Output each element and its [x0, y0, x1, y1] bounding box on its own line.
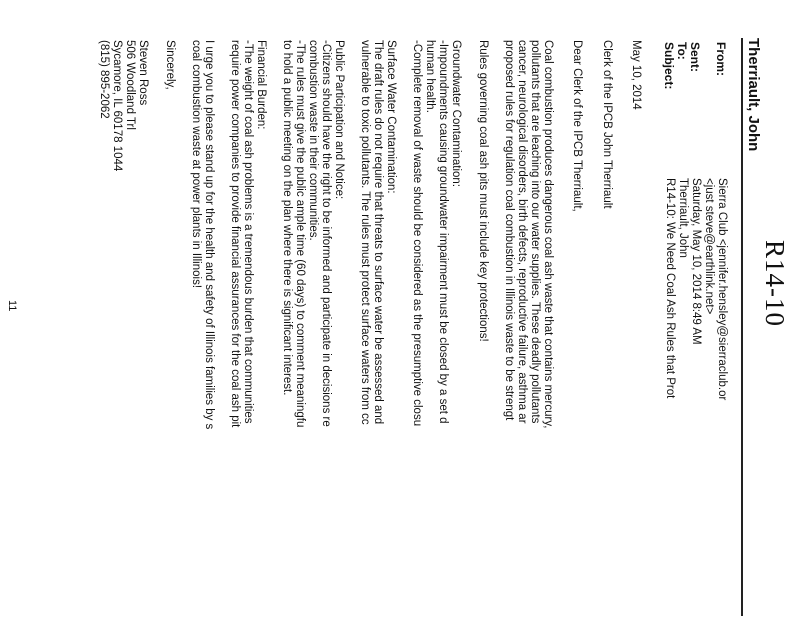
page-number: 11 — [6, 300, 18, 312]
header-rule — [741, 38, 743, 616]
public-line-1: -Citizens should have the right to be informed and participate in decisions re — [320, 40, 332, 427]
surface-line-2: vulnerable to toxic pollutants. The rules must protect surface waters from cc — [359, 40, 371, 425]
signoff: Sincerely, — [164, 40, 176, 90]
rules-heading: Rules governing coal ash pits must include key protections! — [477, 40, 489, 342]
to-value: Therriault, John — [677, 178, 689, 258]
salutation: Dear Clerk of the IPCB Therriault, — [571, 40, 583, 212]
public-line-4: to hold a public meeting on the plan where there is significant interest. — [281, 40, 293, 396]
closing-line-1: I urge you to please stand up for the health and safety of Illinois families by s — [203, 40, 215, 430]
groundwater-heading: Groundwater Contamination: — [450, 40, 462, 188]
sent-label: Sent: — [688, 42, 702, 72]
public-line-2: combustion waste in their communities. — [307, 40, 319, 241]
closing-line-2: coal combustion waste at power plants in Illinois! — [190, 40, 202, 289]
document-id: R14-10 — [760, 240, 790, 327]
intro-line-2: pollutants that are leaching into our water supplies. These deadly pollutants — [529, 40, 541, 424]
financial-line-2: require power companies to provide financial assurances for the coal ash pit — [229, 40, 241, 428]
intro-line-3: cancer, neurological disorders, birth defects, reproductive failure, asthma ar — [516, 40, 528, 424]
recipient-line: Clerk of the IPCB John Therriault — [601, 40, 613, 209]
to-label: To: — [675, 42, 689, 60]
public-line-3: -The rules must give the public ample time (60 days) to comment meaningfu — [294, 40, 306, 428]
from-label: From: — [714, 42, 728, 76]
from-value: Sierra Club <jennifer.hensley@sierraclub.or — [716, 178, 728, 401]
intro-line-4: proposed rules for regulation coal combustion in Illinois waste to be strengt — [503, 40, 515, 421]
signer-name: Steven Ross — [137, 40, 149, 106]
surface-line-1: The draft rules do not require that threats to surface water be assessed and — [372, 40, 384, 425]
sent-value: Saturday, May 10, 2014 8:49 AM — [690, 178, 702, 345]
from-value-2: <just steve@earthlink.net> — [703, 178, 715, 315]
signer-city: Sycamore, IL 60178 1044 — [111, 40, 123, 172]
subject-value: R14-10: We Need Coal Ash Rules that Prot — [664, 178, 676, 399]
financial-heading: Financial Burden: — [255, 40, 267, 130]
sender-name: Therriault, John — [745, 38, 762, 152]
groundwater-line-2: human health. — [424, 40, 436, 113]
signer-phone: (815) 895-2062 — [98, 40, 110, 119]
surface-heading: Surface Water Contamination: — [385, 40, 397, 194]
subject-label: Subject: — [662, 42, 676, 90]
groundwater-line-3: -Complete removal of waste should be considered as the presumptive closu — [411, 40, 423, 427]
groundwater-line-1: -Impoundments causing groundwater impairment must be closed by a set d — [437, 40, 449, 424]
signer-street: 506 Woodland Trl — [124, 40, 136, 130]
public-heading: Public Participation and Notice: — [333, 40, 345, 200]
intro-line-1: Coal combustion produces dangerous coal ash waste that contains mercury, — [542, 40, 554, 429]
letter-date: May 10, 2014 — [630, 40, 642, 110]
financial-line-1: -The weight of coal ash problems is a tremendous burden that communities — [242, 40, 254, 424]
